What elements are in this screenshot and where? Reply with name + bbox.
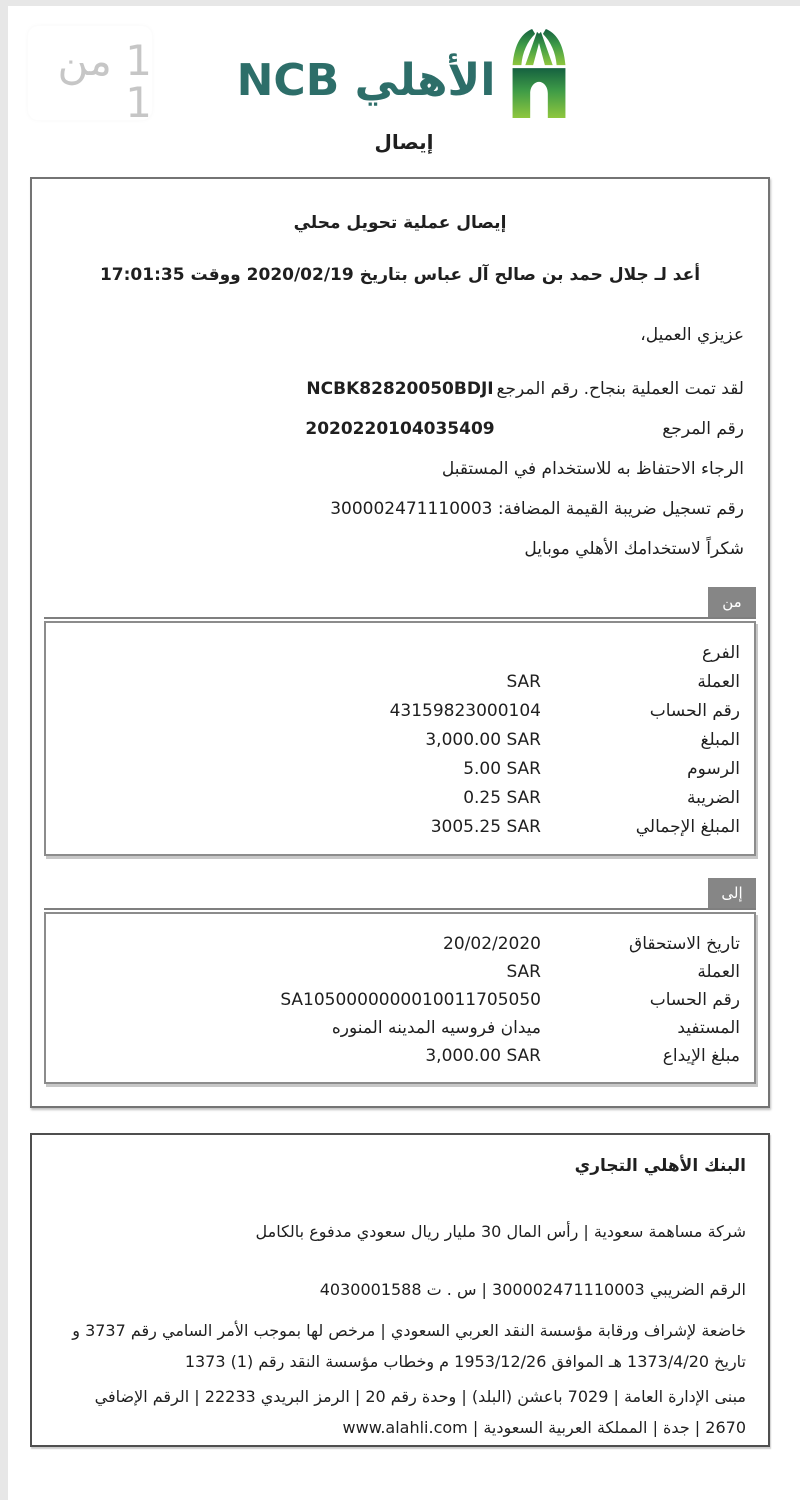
row-label: مبلغ الإيداع <box>662 1046 740 1066</box>
ncb-emblem-icon <box>507 26 571 120</box>
reference-value: 2020220104035409 <box>305 419 495 439</box>
document-type-label: إيصال <box>374 130 434 154</box>
bank-license-line: خاضعة لإشراف ورقابة مؤسسة النقد العربي السعودي | مرخص لها بموجب الأمر السامي رقم 3737 و تاريخ 1373/4/20 هـ الموافق 1953/12/26 م وخطاب مؤسسة النقد رقم (1) 1373 <box>72 1321 746 1371</box>
bank-info-box <box>30 1133 770 1447</box>
row-label: المستفيد <box>677 1018 740 1038</box>
note-keep-for-future: الرجاء الاحتفاظ به للاستخدام في المستقبل <box>441 459 744 479</box>
bank-capital-line: شركة مساهمة سعودية | رأس المال 30 مليار ريال سعودي مدفوع بالكامل <box>255 1222 746 1241</box>
row-label: تاريخ الاستحقاق <box>629 934 740 954</box>
table-row <box>46 958 754 986</box>
notes <box>32 449 768 569</box>
table-row <box>46 639 754 668</box>
row-label: الفرع <box>701 643 740 663</box>
row-label: رقم الحساب <box>649 701 740 721</box>
row-label: المبلغ <box>700 730 740 750</box>
table-row <box>46 1014 754 1042</box>
bank-tax-cr-line: الرقم الضريبي 300002471110003 | س . ت 4030001588 <box>319 1280 746 1299</box>
reference-value: NCBK82820050BDJI <box>306 379 494 399</box>
row-value: 5.00 SAR <box>463 759 541 779</box>
bank-name: البنك الأهلي التجاري <box>574 1156 746 1176</box>
row-label: العملة <box>697 962 740 982</box>
row-value: 20/02/2020 <box>443 934 541 954</box>
table-row <box>46 813 754 842</box>
bank-address-line: مبنى الإدارة العامة | 7029 باعشن (البلد) | وحدة رقم 20 | الرمز البريدي 22233 | الرقم الإضافي 2670 | جدة | المملكة العربية السعودية | www.alahli.com <box>94 1387 746 1437</box>
table-row <box>46 1042 754 1070</box>
row-value: 43159823000104 <box>389 701 541 721</box>
row-value: 3,000.00 SAR <box>425 1046 541 1066</box>
reference-row <box>32 369 768 409</box>
to-section-box <box>44 912 756 1084</box>
from-section-box <box>44 621 756 856</box>
receipt-subtitle: أعد لـ جلال حمد بن صالح آل عباس بتاريخ 2020/02/19 ووقت 17:01:35 <box>99 265 701 285</box>
page-indicator: 1 من 1 <box>57 36 152 127</box>
greeting-text: عزيزي العميل، <box>640 325 744 345</box>
reference-row <box>32 409 768 449</box>
row-value: 3,000.00 SAR <box>425 730 541 750</box>
table-row <box>46 668 754 697</box>
row-value: ميدان فروسيه المدينه المنوره <box>331 1018 541 1038</box>
row-label: العملة <box>697 672 740 692</box>
row-value: SAR <box>506 672 541 692</box>
to-section-tab-bar <box>44 880 756 910</box>
row-label: رقم الحساب <box>649 990 740 1010</box>
note-vat-registration: رقم تسجيل ضريبة القيمة المضافة: 300002471110003 <box>330 499 744 519</box>
row-value: 0.25 SAR <box>463 788 541 808</box>
row-label: الضريبة <box>686 788 740 808</box>
from-section-tab: من <box>708 587 756 617</box>
table-row <box>46 755 754 784</box>
row-value: 3005.25 SAR <box>430 817 541 837</box>
receipt-title: إيصال عملية تحويل محلي <box>293 213 507 233</box>
table-row <box>46 697 754 726</box>
row-label: المبلغ الإجمالي <box>635 817 740 837</box>
reference-rows <box>32 369 768 449</box>
from-section-tab-bar <box>44 589 756 619</box>
table-row <box>46 784 754 813</box>
row-value: SA1050000000010011705050 <box>280 990 541 1010</box>
row-label: الرسوم <box>687 759 740 779</box>
reference-label: لقد تمت العملية بنجاح. رقم المرجع <box>496 379 744 399</box>
row-value: SAR <box>506 962 541 982</box>
bank-wordmark: الأهلي NCB <box>236 55 496 106</box>
table-row <box>46 930 754 958</box>
reference-label: رقم المرجع <box>662 419 744 439</box>
table-row <box>46 726 754 755</box>
document-page <box>8 6 800 1500</box>
to-section-tab: إلى <box>708 878 756 908</box>
note-thank-you: شكراً لاستخدامك الأهلي موبايل <box>524 539 744 559</box>
bank-logo <box>8 26 800 120</box>
receipt-box <box>30 177 770 1108</box>
table-row <box>46 986 754 1014</box>
